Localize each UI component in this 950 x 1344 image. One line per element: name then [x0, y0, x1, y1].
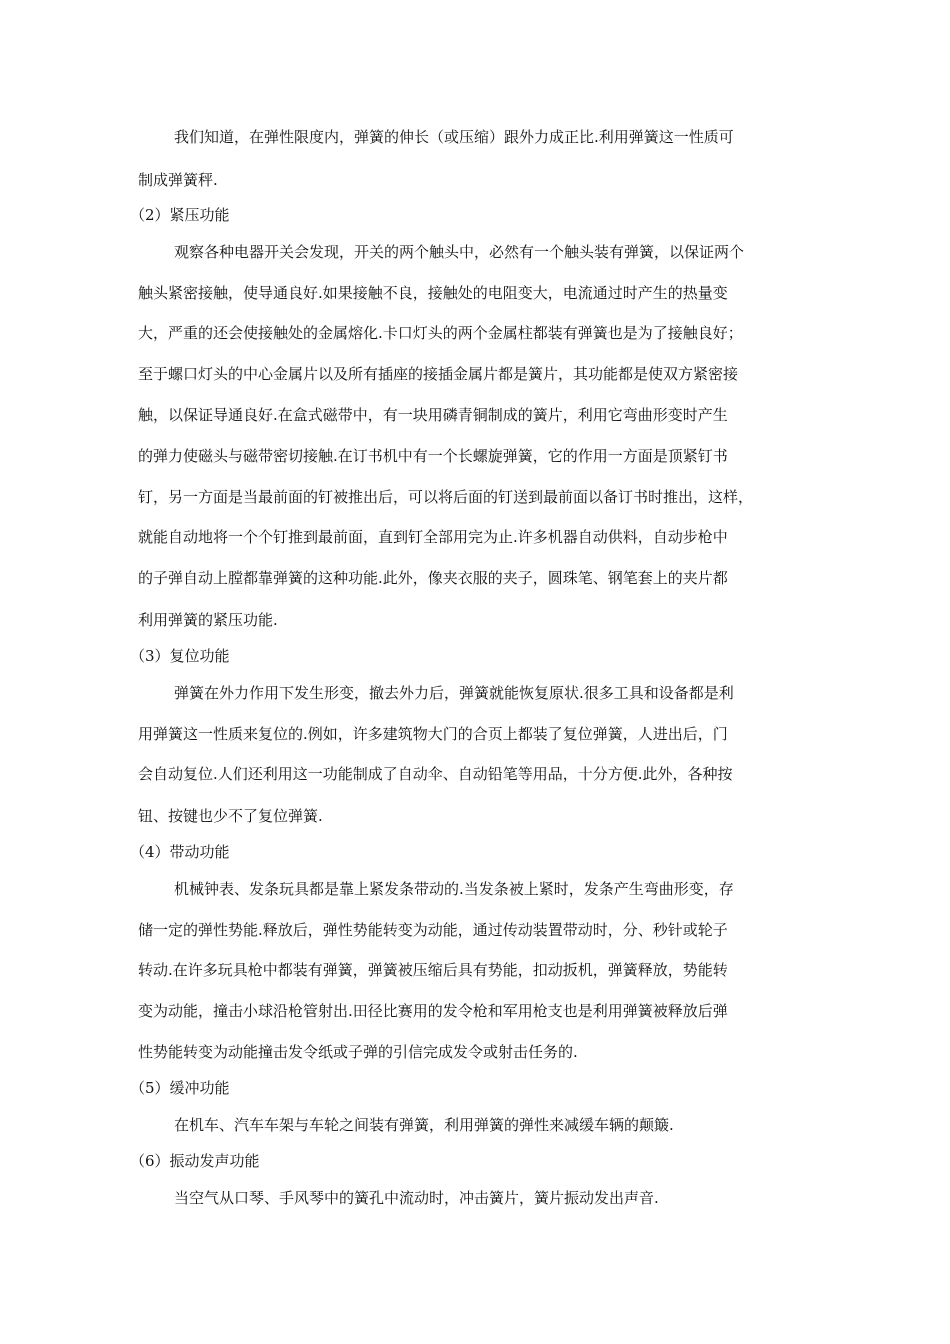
para-vibration-sound-line-1: 当空气从口琴、手风琴中的簧孔中流动时，冲击簧片，簧片振动发出声音. [174, 1189, 659, 1207]
heading-drive-function: （4）带动功能 [130, 843, 230, 861]
para-drive-line-5: 性势能转变为动能撞击发令纸或子弹的引信完成发令或射击任务的. [138, 1043, 578, 1061]
para-compression-line-9: 的子弹自动上膛都靠弹簧的这种功能.此外，像夹衣服的夹子，圆珠笔、钢笔套上的夹片都 [138, 569, 728, 587]
para-drive-line-3: 转动.在许多玩具枪中都装有弹簧，弹簧被压缩后具有势能，扣动扳机，弹簧释放，势能转 [138, 961, 728, 979]
heading-vibration-sound-function: （6）振动发声功能 [130, 1152, 260, 1170]
heading-buffer-function: （5）缓冲功能 [130, 1079, 230, 1097]
para-compression-line-1: 观察各种电器开关会发现，开关的两个触头中，必然有一个触头装有弹簧，以保证两个 [174, 243, 745, 261]
para-reset-line-3: 会自动复位.人们还利用这一功能制成了自动伞、自动铅笔等用品，十分方便.此外，各种按 [138, 765, 733, 783]
heading-reset-function: （3）复位功能 [130, 647, 230, 665]
para-compression-line-4: 至于螺口灯头的中心金属片以及所有插座的接插金属片都是簧片，其功能都是使双方紧密接 [138, 365, 739, 383]
para-drive-line-1: 机械钟表、发条玩具都是靠上紧发条带动的.当发条被上紧时，发条产生弯曲形变，存 [174, 880, 734, 898]
para-drive-line-2: 储一定的弹性势能.释放后，弹性势能转变为动能，通过传动装置带动时，分、秒针或轮子 [138, 921, 728, 939]
para-compression-line-8: 就能自动地将一个个钉推到最前面，直到钉全部用完为止.许多机器自动供料，自动步枪中 [138, 528, 728, 546]
para-compression-line-6: 的弹力使磁头与磁带密切接触.在订书机中有一个长螺旋弹簧，它的作用一方面是顶紧钉书 [138, 447, 728, 465]
para-elastic-limit-line-2: 制成弹簧秤. [138, 171, 218, 189]
para-compression-line-10: 利用弹簧的紧压功能. [138, 611, 278, 629]
para-buffer-line-1: 在机车、汽车车架与车轮之间装有弹簧，利用弹簧的弹性来减缓车辆的颠簸. [174, 1116, 674, 1134]
para-elastic-limit-line-1: 我们知道，在弹性限度内，弹簧的伸长（或压缩）跟外力成正比.利用弹簧这一性质可 [174, 128, 734, 146]
para-compression-line-3: 大，严重的还会使接触处的金属熔化.卡口灯头的两个金属柱都装有弹簧也是为了接触良好； [138, 324, 743, 342]
heading-compression-function: （2）紧压功能 [130, 206, 230, 224]
para-drive-line-4: 变为动能，撞击小球沿枪管射出.田径比赛用的发令枪和军用枪支也是利用弹簧被释放后弹 [138, 1002, 728, 1020]
para-compression-line-7: 钉，另一方面是当最前面的钉被推出后，可以将后面的钉送到最前面以备订书时推出，这样， [138, 488, 754, 506]
para-compression-line-5: 触，以保证导通良好.在盒式磁带中，有一块用磷青铜制成的簧片，利用它弯曲形变时产生 [138, 406, 728, 424]
para-compression-line-2: 触头紧密接触，使导通良好.如果接触不良，接触处的电阻变大，电流通过时产生的热量变 [138, 284, 728, 302]
para-reset-line-2: 用弹簧这一性质来复位的.例如，许多建筑物大门的合页上都装了复位弹簧，人进出后，门 [138, 725, 728, 743]
para-reset-line-1: 弹簧在外力作用下发生形变，撤去外力后，弹簧就能恢复原状.很多工具和设备都是利 [174, 684, 734, 702]
para-reset-line-4: 钮、按键也少不了复位弹簧. [138, 807, 323, 825]
